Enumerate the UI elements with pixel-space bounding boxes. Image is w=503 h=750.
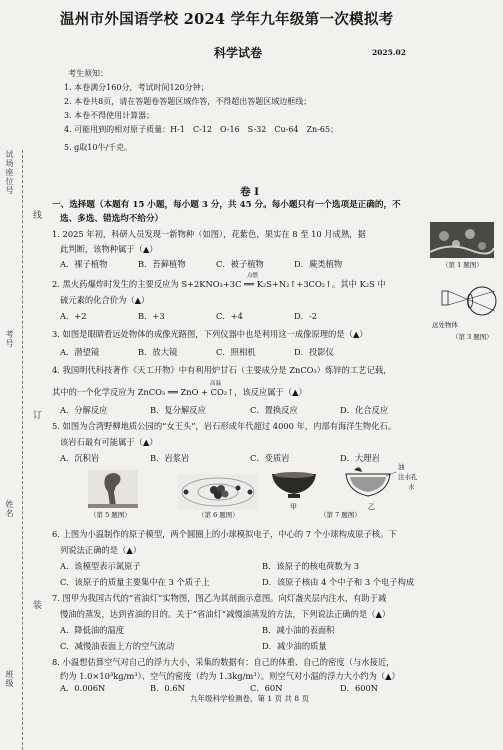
- q5-option-d: D．大理岩: [340, 453, 380, 463]
- q4-option-a: A．分解反应: [60, 405, 108, 415]
- section-instructions-line2: 选、多选、错选均不给分）: [60, 214, 164, 224]
- q6-stem-line2: 列说法正确的是（▲）: [60, 545, 142, 555]
- q6-figure-caption: （第 6 题图）: [198, 511, 239, 519]
- q7-lamp-section-diagram: [340, 462, 400, 506]
- bind-char-line: 线: [31, 210, 41, 220]
- q7-label-yi: 乙: [368, 503, 375, 511]
- q3-option-a: A．潜望镜: [60, 347, 100, 357]
- q7-label-water: 水: [408, 483, 415, 491]
- q7-stem-line2: 慢油的蒸发，达到省油的目的。关于“省油灯”减慢油蒸发的方法，下列说法正确的是（▲）: [60, 609, 391, 619]
- q8-option-b: B．0.6N: [150, 683, 185, 693]
- q3-option-b: B．放大镜: [138, 347, 178, 357]
- q8-option-c: C．60N: [250, 683, 283, 693]
- q8-stem-line1: 8. 小温想估算空气对自己的浮力大小，采集的数据有：自己的体重、自己的密度（与水接近，: [52, 657, 395, 667]
- q2-option-b: B．+3: [138, 311, 165, 321]
- q4-option-d: D．化合反应: [340, 405, 389, 415]
- seat-label: 试场座位号: [5, 150, 14, 195]
- notice-heading: 考生须知：: [68, 69, 108, 78]
- bind-char-ding: 订: [31, 410, 41, 420]
- q6-option-d: D．该原子核由 4 个中子和 3 个电子构成: [262, 577, 415, 587]
- q7-stem-line1: 7. 图甲为我国古代的“省油灯”实物图，图乙为其剖面示意图。向灯盏夹层内注水，有助于减: [52, 593, 387, 603]
- q5-option-a: A．沉积岩: [60, 453, 100, 463]
- binding-line: [22, 150, 23, 750]
- q6-option-b: B．该原子的核电荷数为 3: [262, 561, 359, 571]
- volume-heading: 卷 I: [240, 186, 260, 198]
- exam-subtitle: 科学试卷: [214, 46, 263, 60]
- exam-title: 温州市外国语学校 2024 学年九年级第一次模拟考: [60, 11, 394, 28]
- q2-option-d: D．-2: [294, 311, 318, 321]
- q1-figure-caption: （第 1 题图）: [442, 261, 483, 269]
- q1-option-b: B．苔藓植物: [138, 259, 186, 269]
- q2-condition: 点燃: [247, 273, 259, 279]
- q5-stem-line1: 5. 如图为合湾野柳地质公园的“女王头”，岩石形成年代超过 4000 年，内部有海洋生物化石。: [52, 421, 397, 431]
- bind-char-zhuang: 装: [31, 600, 41, 610]
- q7-option-c: C．减慢油表面上方的空气流动: [60, 641, 175, 651]
- section-instructions-line1: 一、选择题（本题有 15 小题，每小题 3 分，共 45 分。每小题只有一个选项是正确的，不: [52, 200, 401, 210]
- q3-option-d: D．投影仪: [294, 347, 334, 357]
- q5-figure-caption: （第 5 题图）: [90, 511, 131, 519]
- q1-stem-line1: 1. 2025 年初，科研人员发现一新物种（如图），花紫色，果实在 8 至 10 月成熟，据: [52, 229, 366, 239]
- q5-option-c: C．变质岩: [250, 453, 290, 463]
- notice-item-3: 3. 本卷不得使用计算器；: [64, 111, 155, 120]
- q3-stem: 3. 如图是眼睛看远处物体的成像光路图，下列仪器中也是利用这一成像原理的是（▲）: [52, 329, 368, 339]
- q1-option-a: A．裸子植物: [60, 259, 108, 269]
- notice-item-2: 2. 本卷共8页，请在答题卷答题区域作答，不得超出答题区域边框线；: [64, 97, 312, 106]
- q4-condition: 高温: [210, 381, 222, 387]
- q6-option-c: C．该原子的质量主要集中在 3 个质子上: [60, 577, 210, 587]
- exam-no-label: 考号: [5, 330, 14, 348]
- class-label: 班级: [5, 670, 14, 688]
- notice-item-5: 5. g取10牛/千克。: [64, 143, 133, 152]
- q4-option-c: C．置换反应: [250, 405, 298, 415]
- exam-date: 2025.02: [372, 48, 406, 57]
- q8-option-d: D．600N: [340, 683, 379, 693]
- name-label: 姓名: [5, 500, 14, 518]
- q2-stem-line2: 硫元素的化合价为（▲）: [60, 295, 150, 305]
- q4-stem-line2: 其中的一个化学反应为 ZnCO₃ ══ ZnO + CO₂↑，该反应属于（▲）: [52, 387, 307, 397]
- q2-option-a: A．+2: [60, 311, 87, 321]
- q3-figure-caption: （第 3 题图）: [452, 333, 493, 341]
- q8-option-a: A．0.006N: [60, 683, 106, 693]
- q5-option-b: B．岩浆岩: [150, 453, 190, 463]
- q7-option-b: B．减小油的表面积: [262, 625, 335, 635]
- q5-queens-head-photo: [88, 470, 138, 512]
- notice-item-4: 4. 可能用到的相对原子质量：H-1 C-12 O-16 S-32 Cu-64 Zn-65；: [64, 125, 339, 134]
- q1-plant-photo: [430, 222, 494, 258]
- q3-option-c: C．照相机: [216, 347, 256, 357]
- q2-option-c: C．+4: [216, 311, 243, 321]
- q7-option-a: A．降低油的温度: [60, 625, 125, 635]
- q7-label-oil: 油: [398, 463, 405, 471]
- q7-label-jia: 甲: [290, 503, 297, 511]
- q7-option-d: D．减少油的质量: [262, 641, 327, 651]
- binding-margin: [0, 60, 44, 709]
- q6-atom-model-photo: [178, 474, 258, 514]
- page-footer: 九年级科学检测卷，第 1 页 共 8 页: [190, 694, 309, 703]
- q6-stem-line1: 6. 上图为小温制作的原子模型，两个圆圈上的小球模拟电子，中心的 7 个小球构成原子核。下: [52, 529, 397, 539]
- q5-stem-line2: 该岩石最有可能属于（▲）: [60, 437, 158, 447]
- q1-stem-line2: 此判断，该物种属于（▲）: [60, 244, 158, 254]
- q3-figure-label: 远处物体: [432, 321, 458, 329]
- q7-label-water-hole: 注水孔: [398, 473, 418, 481]
- q1-option-c: C．被子植物: [216, 259, 264, 269]
- q1-option-d: D．蕨类植物: [294, 259, 343, 269]
- q2-stem-line1: 2. 黑火药爆炸时发生的主要反应为 S+2KNO₃+3C ══ K₂S+N₂↑+3CO₂↑。其中 K₂S 中: [52, 279, 386, 289]
- q6-option-a: A．该模型表示氮原子: [60, 561, 141, 571]
- notice-item-1: 1. 本卷满分160分，考试时间120分钟；: [64, 83, 209, 92]
- q7-lamp-photo: [268, 468, 320, 504]
- q7-figure-caption: （第 7 题图）: [320, 511, 361, 519]
- q8-stem-line2: 约为 1.0×10³kg/m³）、空气的密度（约为 1.3kg/m³）。则空气对小温的浮力大小约为（▲）: [60, 671, 400, 681]
- q4-stem-line1: 4. 我国明代科技著作《天工开物》中有利用炉甘石（主要成分是 ZnCO₃）炼锌的工艺记载，: [52, 365, 392, 375]
- q4-option-b: B．复分解反应: [150, 405, 206, 415]
